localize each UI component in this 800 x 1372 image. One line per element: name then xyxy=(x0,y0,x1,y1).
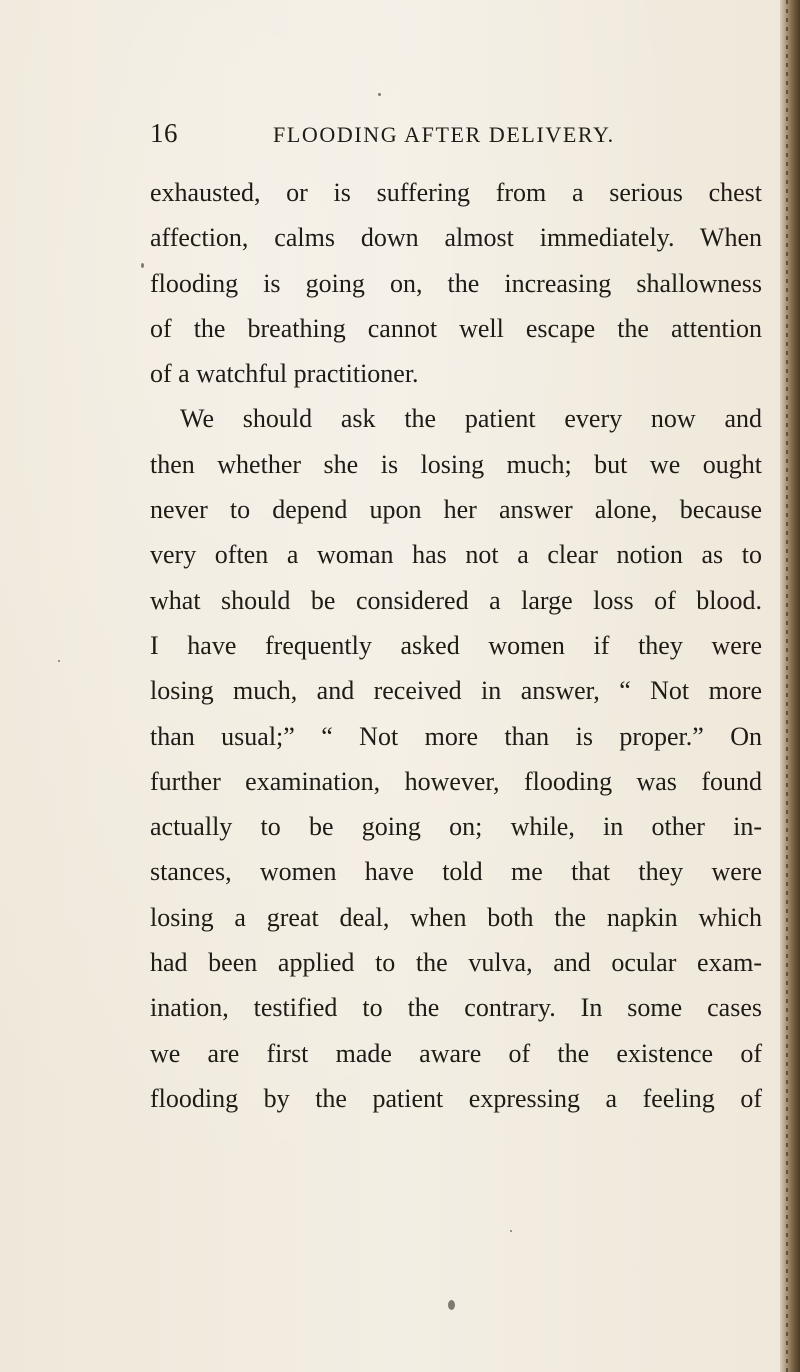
text-line: further examination, however, flooding was found xyxy=(150,766,762,796)
text-line: very often a woman has not a clear notion as to xyxy=(150,540,762,570)
page-header xyxy=(150,118,760,158)
text-line: then whether she is losing much; but we ought xyxy=(150,449,762,479)
text-line: I have frequently asked women if they were xyxy=(150,630,762,660)
text-line: than usual;” “ Not more than is proper.” On xyxy=(150,721,762,751)
text-line: of the breathing cannot well escape the attention xyxy=(150,313,762,343)
page-number: 16 xyxy=(150,118,178,148)
text-line: what should be considered a large loss of blood. xyxy=(150,585,762,615)
text-line: stances, women have told me that they were xyxy=(150,857,762,887)
text-line: had been applied to the vulva, and ocular exam- xyxy=(150,948,762,978)
ink-speck xyxy=(58,660,60,662)
text-line: losing a great deal, when both the napkin which xyxy=(150,902,762,932)
ink-speck xyxy=(510,1230,512,1232)
body-text xyxy=(150,170,762,1121)
text-line: never to depend upon her answer alone, because xyxy=(150,495,762,525)
text-line: affection, calms down almost immediately. When xyxy=(150,223,762,253)
text-line: actually to be going on; while, in other in- xyxy=(150,812,762,842)
text-line: We should ask the patient every now and xyxy=(180,404,762,434)
ink-speck xyxy=(448,1300,455,1310)
text-line: exhausted, or is suffering from a serious chest xyxy=(150,178,762,207)
text-line: we are first made aware of the existence of xyxy=(150,1038,762,1068)
page-binding-edge xyxy=(780,0,800,1372)
text-line: flooding is going on, the increasing shallowness xyxy=(150,268,762,298)
text-line: flooding by the patient expressing a feeling of xyxy=(150,1083,762,1113)
ink-speck xyxy=(378,93,381,96)
ink-speck xyxy=(141,263,144,268)
text-line: losing much, and received in answer, “ Not more xyxy=(150,676,762,706)
running-title: FLOODING AFTER DELIVERY. xyxy=(273,122,615,147)
text-line: of a watchful practitioner. xyxy=(150,359,419,389)
text-line: ination, testified to the contrary. In some cases xyxy=(150,993,762,1023)
